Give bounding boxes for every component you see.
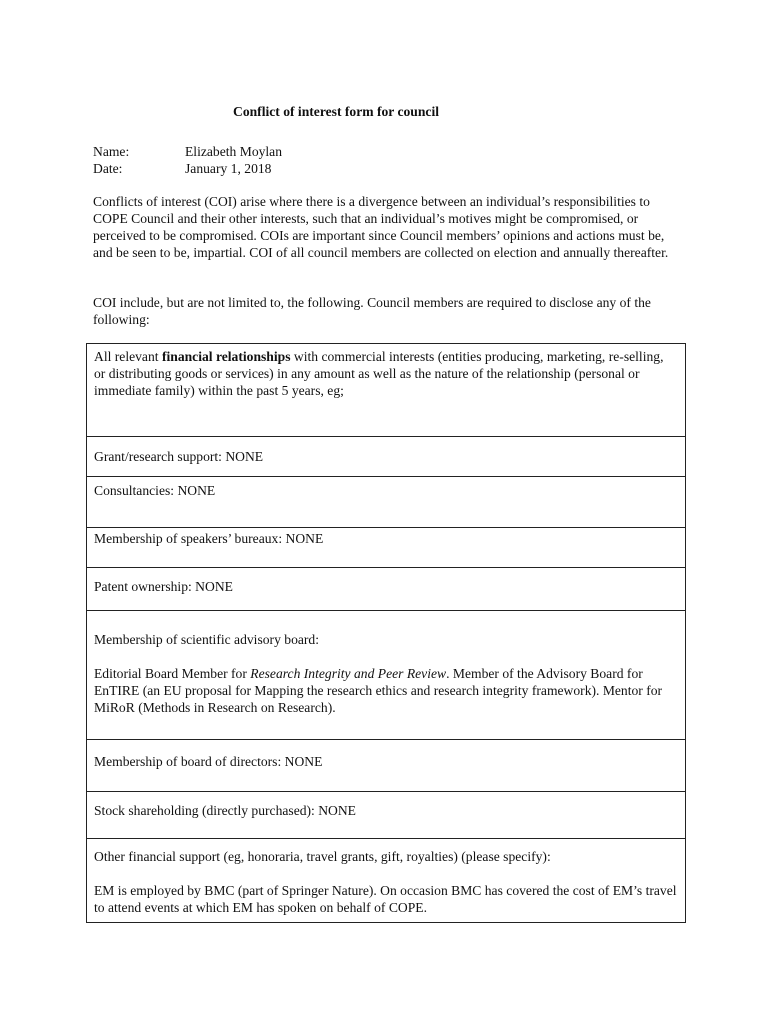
intro-paragraph-1 [93,193,678,261]
row-board-of-directors [87,740,685,792]
row-financial-relationships [87,344,685,437]
advisory-detail-rest: . Member of the Advisory Board for EnTIRE (an EU proposal for Mapping the research ethics and research integrity framework). Mentor for MiRoR (Methods in Research on Research). [94,666,663,715]
other-support-detail: EM is employed by BMC (part of Springer Nature). On occasion BMC has covered the cost of EM’s travel to attend events at which EM has spoken on behalf of COPE. [94,883,677,915]
date-row [93,160,282,177]
intro-paragraph-2 [93,294,678,328]
date-label: Date: [93,161,123,176]
financial-relationships-text [94,348,678,399]
coi-definition: Conflicts of interest (COI) arise where there is a divergence between an individual’s responsibilities to COPE Council and their other interests, such that an individual’s motives might be compromised, or perceived to be compromised. COIs are important since Council members’ opinions and actions must be, and be seen to be, impartial. COI of all council members are collected on election and annually thereafter. [93,194,669,260]
row-advisory-board [87,611,685,740]
date-value: January 1, 2018 [185,161,272,176]
grant-support-text: Grant/research support: NONE [94,449,264,464]
other-support-heading: Other financial support (eg, honoraria, travel grants, gift, royalties) (please specify): [94,849,551,864]
patent-ownership-text: Patent ownership: NONE [94,579,233,594]
financial-lead: All relevant [94,349,162,364]
row-patent-ownership [87,568,685,611]
journal-title: Research Integrity and Peer Review [250,666,447,681]
row-speakers-bureaux [87,528,685,568]
speakers-bureaux-text: Membership of speakers’ bureaux: NONE [94,531,324,546]
advisory-board-detail [94,665,678,716]
row-stock-shareholding [87,792,685,839]
disclosure-table [86,343,686,923]
stock-shareholding-text: Stock shareholding (directly purchased): NONE [94,803,356,818]
name-label: Name: [93,144,130,159]
advisory-detail-lead: Editorial Board Member for [94,666,251,681]
financial-rest: with commercial interests (entities producing, marketing, re-selling, or distributing goods or services) in any amount as well as the nature of the relationship (personal or immediate family) within the past 5 years, eg; [94,349,664,398]
form-title: Conflict of interest form for council [233,104,439,119]
name-value: Elizabeth Moylan [185,144,283,159]
form-meta [93,143,282,177]
row-grant-support [87,437,685,477]
name-row [93,143,282,160]
row-consultancies [87,477,685,528]
row-other-financial-support [87,839,685,923]
board-of-directors-text: Membership of board of directors: NONE [94,754,323,769]
consultancies-text: Consultancies: NONE [94,483,216,498]
financial-relationships-bold: financial relationships [161,349,291,364]
advisory-board-heading: Membership of scientific advisory board: [94,632,319,647]
coi-disclosure-note: COI include, but are not limited to, the following. Council members are required to disclose any of the following: [93,295,651,327]
